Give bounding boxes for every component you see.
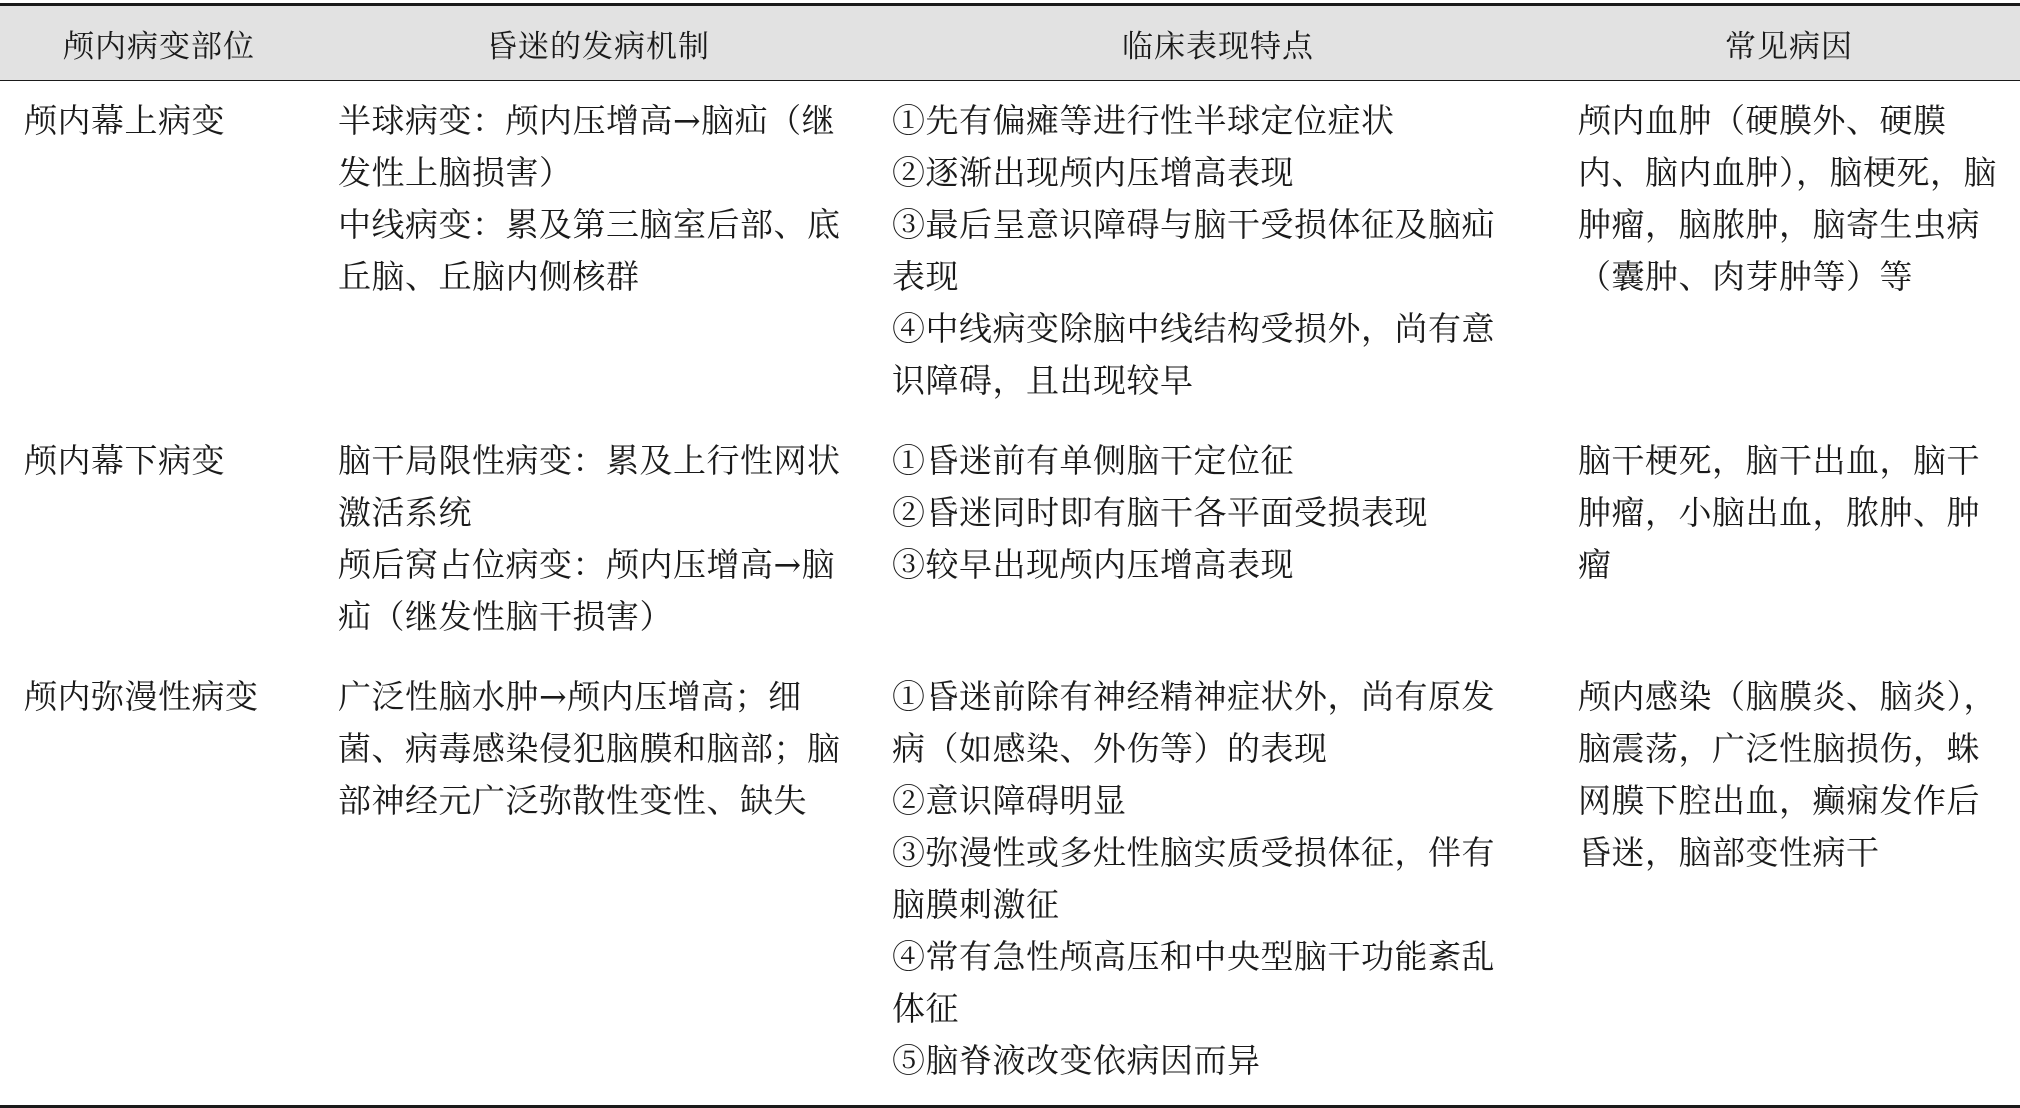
mechanism-line: 半球病变：颅内压增高→脑疝（继发性上脑损害） [338,101,836,192]
table-row [0,81,2020,422]
table-row [0,421,2020,657]
header-row [0,5,2020,81]
feature-item: ①先有偏瘫等进行性半球定位症状 [892,101,1395,140]
cell-lesion-location: 颅内弥漫性病变 [0,657,318,1107]
feature-item: ③最后呈意识障碍与脑干受损体征及脑疝表现 [892,205,1495,296]
cell-lesion-location: 颅内幕上病变 [24,101,225,140]
mechanism-line: 颅后窝占位病变：颅内压增高→脑疝（继发性脑干损害） [338,545,836,636]
cell-common-causes: 脑干梗死，脑干出血，脑干肿瘤，小脑出血，脓肿、肿瘤 [1578,441,1980,584]
header-clinical-features: 临床表现特点 [878,5,1558,81]
mechanism-line: 脑干局限性病变：累及上行性网状激活系统 [338,441,841,532]
feature-item: ①昏迷前有单侧脑干定位征 [892,441,1294,480]
cell-common-causes: 颅内血肿（硬膜外、硬膜内、脑内血肿），脑梗死，脑肿瘤，脑脓肿，脑寄生虫病（囊肿、肉芽肿等）等 [1578,101,1997,296]
feature-item: ①昏迷前除有神经精神症状外，尚有原发病（如感染、外伤等）的表现 [892,677,1495,768]
table-body [0,81,2020,1107]
header-lesion-location: 颅内病变部位 [0,5,318,81]
cell-coma-mechanism [318,81,878,422]
cell-coma-mechanism [318,657,878,1107]
feature-item: ②意识障碍明显 [892,781,1127,820]
cell-common-causes: 颅内感染（脑膜炎、脑炎），脑震荡，广泛性脑损伤，蛛网膜下腔出血，癫痫发作后昏迷，脑部变性病干 [1558,657,2020,1107]
header-common-causes: 常见病因 [1558,5,2020,81]
mechanism-line: 广泛性脑水肿→颅内压增高；细菌、病毒感染侵犯脑膜和脑部；脑部神经元广泛弥散性变性、缺失 [338,677,841,820]
feature-item: ③较早出现颅内压增高表现 [892,545,1294,584]
feature-item: ②逐渐出现颅内压增高表现 [892,153,1294,192]
mechanism-line: 中线病变：累及第三脑室后部、底丘脑、丘脑内侧核群 [338,205,841,296]
table-header [0,5,2020,81]
feature-item: ②昏迷同时即有脑干各平面受损表现 [892,493,1428,532]
feature-item: ④中线病变除脑中线结构受损外，尚有意识障碍，且出现较早 [892,309,1495,400]
feature-item: ③弥漫性或多灶性脑实质受损体征，伴有脑膜刺激征 [892,833,1495,924]
cell-lesion-location: 颅内幕下病变 [24,441,225,480]
table-row [0,657,2020,1107]
cell-clinical-features [878,657,1558,1107]
cell-clinical-features [878,81,1558,422]
cell-clinical-features [878,421,1558,657]
coma-lesion-table [0,3,2020,1108]
cell-coma-mechanism [318,421,878,657]
feature-item: ④常有急性颅高压和中央型脑干功能紊乱体征 [892,937,1495,1028]
header-coma-mechanism: 昏迷的发病机制 [318,5,878,81]
medical-table-container [0,3,2020,1108]
feature-item: ⑤脑脊液改变依病因而异 [892,1041,1261,1080]
